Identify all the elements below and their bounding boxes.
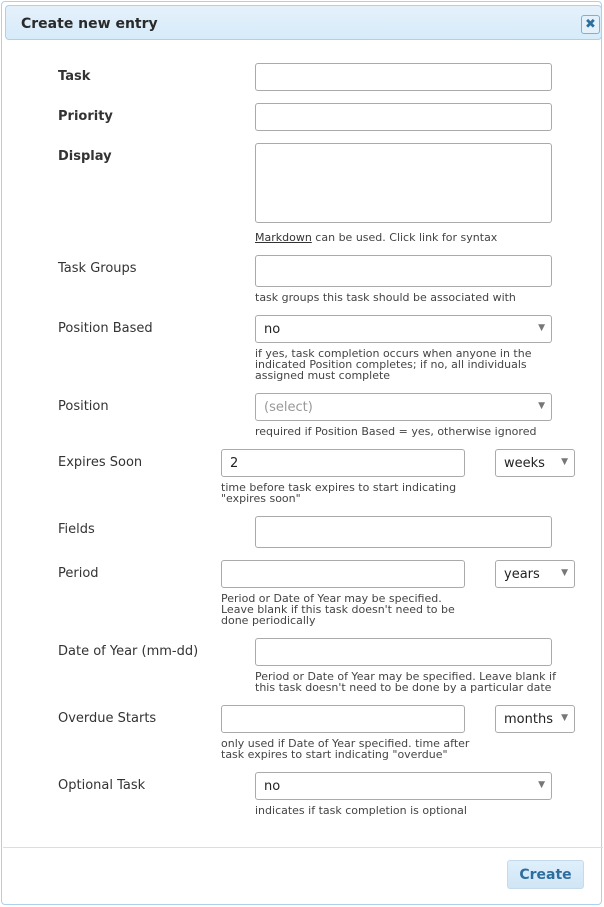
period-unit-select[interactable]: [495, 560, 575, 588]
help-line: task expires to start indicating "overdue": [221, 748, 448, 761]
overdue-starts-unit-select[interactable]: [495, 705, 575, 733]
overdue-starts-help: [221, 738, 469, 760]
expires-soon-unit-select[interactable]: [495, 449, 575, 477]
help-line: assigned must complete: [255, 369, 391, 382]
date-of-year-help: [255, 671, 556, 693]
help-line: time before task expires to start indicating: [221, 481, 457, 494]
expires-soon-label: Expires Soon: [58, 455, 143, 470]
display-help-text: can be used. Click link for syntax: [311, 231, 498, 244]
period-input[interactable]: [221, 560, 465, 588]
task-groups-label: Task Groups: [58, 261, 137, 276]
position-based-select[interactable]: [255, 315, 552, 343]
date-of-year-input[interactable]: [255, 638, 552, 666]
display-textarea[interactable]: [255, 143, 552, 223]
optional-task-help: indicates if task completion is optional: [255, 804, 467, 817]
position-value: (select): [264, 400, 313, 415]
optional-task-select[interactable]: [255, 772, 552, 800]
create-button[interactable]: Create: [507, 860, 584, 889]
position-based-label: Position Based: [58, 321, 153, 336]
display-help: [255, 232, 497, 243]
markdown-link[interactable]: Markdown: [255, 231, 312, 244]
overdue-starts-label: Overdue Starts: [58, 711, 157, 726]
task-groups-input[interactable]: [255, 255, 552, 287]
footer-divider: [3, 847, 603, 848]
help-line: this task doesn't need to be done by a particular date: [255, 681, 552, 694]
position-label: Position: [58, 399, 109, 414]
task-input[interactable]: [255, 63, 552, 91]
overdue-starts-unit-value: months: [504, 712, 553, 727]
period-help: [221, 593, 455, 626]
fields-input[interactable]: [255, 516, 552, 548]
date-of-year-label: Date of Year (mm-dd): [58, 644, 199, 659]
help-line: indicated Position completes; if no, all individuals: [255, 358, 527, 371]
help-line: Period or Date of Year may be specified. Leave blank if: [255, 670, 556, 683]
fields-label: Fields: [58, 522, 95, 537]
help-line: only used if Date of Year specified. time after: [221, 737, 470, 750]
dialog-title: Create new entry: [21, 16, 158, 32]
position-based-value: no: [264, 322, 281, 337]
chevron-down-icon: ▼: [561, 457, 568, 467]
chevron-down-icon: ▼: [561, 568, 568, 578]
position-select[interactable]: [255, 393, 552, 421]
task-groups-help: task groups this task should be associated with: [255, 291, 516, 304]
help-line: Leave blank if this task doesn't need to be: [221, 603, 455, 616]
close-button[interactable]: [581, 15, 600, 34]
period-unit-value: years: [504, 567, 540, 582]
chevron-down-icon: ▼: [561, 713, 568, 723]
close-icon: ✖: [585, 17, 596, 32]
help-line: if yes, task completion occurs when anyone in the: [255, 347, 532, 360]
optional-task-label: Optional Task: [58, 778, 146, 793]
chevron-down-icon: ▼: [538, 401, 545, 411]
chevron-down-icon: ▼: [538, 780, 545, 790]
dialog-titlebar[interactable]: [5, 5, 602, 40]
priority-label: Priority: [58, 109, 113, 124]
help-line: Period or Date of Year may be specified.: [221, 592, 442, 605]
period-label: Period: [58, 566, 99, 581]
expires-soon-help: [221, 482, 456, 504]
task-label: Task: [58, 69, 91, 84]
help-line: "expires soon": [221, 492, 301, 505]
expires-soon-unit-value: weeks: [504, 456, 545, 471]
position-based-help: [255, 348, 531, 381]
help-line: done periodically: [221, 614, 316, 627]
display-label: Display: [58, 149, 112, 164]
position-help: required if Position Based = yes, otherwise ignored: [255, 425, 537, 438]
optional-task-value: no: [264, 779, 281, 794]
overdue-starts-input[interactable]: [221, 705, 465, 733]
expires-soon-input[interactable]: [221, 449, 465, 477]
chevron-down-icon: ▼: [538, 323, 545, 333]
create-entry-dialog: [1, 1, 602, 905]
priority-input[interactable]: [255, 103, 552, 131]
